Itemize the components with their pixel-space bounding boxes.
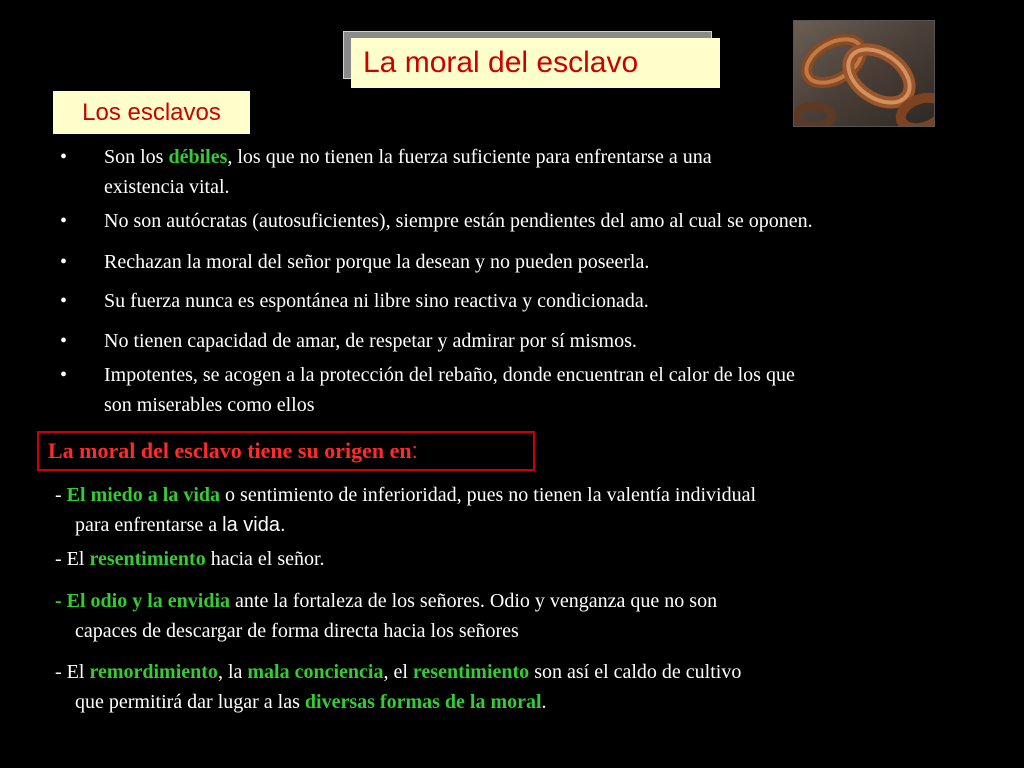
section-heading-text: Los esclavos [82,98,221,126]
bullet-item-2: No son autócratas (autosuficientes), siempre están pendientes del amo al cual se oponen. [104,210,813,232]
bullet-item-4: Su fuerza nunca es espontánea ni libre sino reactiva y condicionada. [104,290,649,312]
bullet-marker: • [60,251,68,273]
origin-item-4-line2 [55,687,547,717]
bullet-item-1 [104,142,978,172]
bullet-item-3: Rechazan la moral del señor porque la desean y no pueden poseerla. [104,251,650,273]
origin-heading-colon: : [411,438,418,463]
bullet-item-1-line2: existencia vital. [104,176,230,198]
origin-item-3 [55,586,717,616]
bullet-item-5: No tienen capacidad de amar, de respetar y admirar por sí mismos. [104,330,637,352]
bullet-text: Son los [104,146,169,168]
bullet-item-6: Impotentes, se acogen a la protección del rebaño, donde encuentran el calor de los que [104,364,795,386]
item-text: que permitirá dar lugar a las [75,691,305,713]
item-text: , la [217,661,248,683]
bullet-marker: • [60,290,68,312]
bullet-marker: • [60,210,68,232]
slide-title [351,38,720,88]
item-text: para enfrentarse a [75,514,223,536]
item-text: o sentimiento de inferioridad, pues no tienen la valentía individual [220,484,756,506]
origin-item-4 [55,657,741,687]
keyword-resentimiento: resentimiento [89,548,206,570]
origin-item-3-line2: capaces de descargar de forma directa hacia los señores [75,620,519,642]
keyword-mala-conciencia: mala conciencia [247,661,384,683]
item-prefix: - [55,484,67,506]
slide-title-text: La moral del esclavo [363,46,639,79]
keyword-odio-envidia: - El odio y la envidia [55,590,231,612]
item-text: son así el caldo de cultivo [529,661,742,683]
origin-item-1 [55,480,756,510]
keyword-diversas-formas: diversas formas de la moral [304,691,542,713]
origin-item-2 [55,544,325,574]
item-text: . [541,691,547,713]
keyword-resentimiento-2: resentimiento [412,661,530,683]
origin-heading [37,431,535,471]
item-text: hacia el señor. [205,548,325,570]
bullet-marker: • [60,146,68,168]
bullet-text: , los que no tienen la fuerza suficiente para enfrentarse a una [227,146,712,168]
origin-item-1-line2 [55,510,286,540]
item-prefix: - El [55,661,90,683]
keyword-debiles: débiles [168,146,228,168]
keyword-remordimiento: remordimiento [89,661,218,683]
item-text: ante la fortaleza de los señores. Odio y venganza que no son [230,590,718,612]
bullet-marker: • [60,364,68,386]
origin-heading-text: La moral del esclavo tiene su origen en [48,438,412,463]
chain-links-image [793,20,935,127]
bullet-marker: • [60,330,68,352]
keyword-miedo: El miedo a la vida [66,484,221,506]
item-text: , el [383,661,413,683]
bullet-item-6-line2: son miserables como ellos [104,394,315,416]
item-text-sans: la vida. [222,514,286,536]
item-prefix: - El [55,548,90,570]
section-heading [53,91,250,134]
